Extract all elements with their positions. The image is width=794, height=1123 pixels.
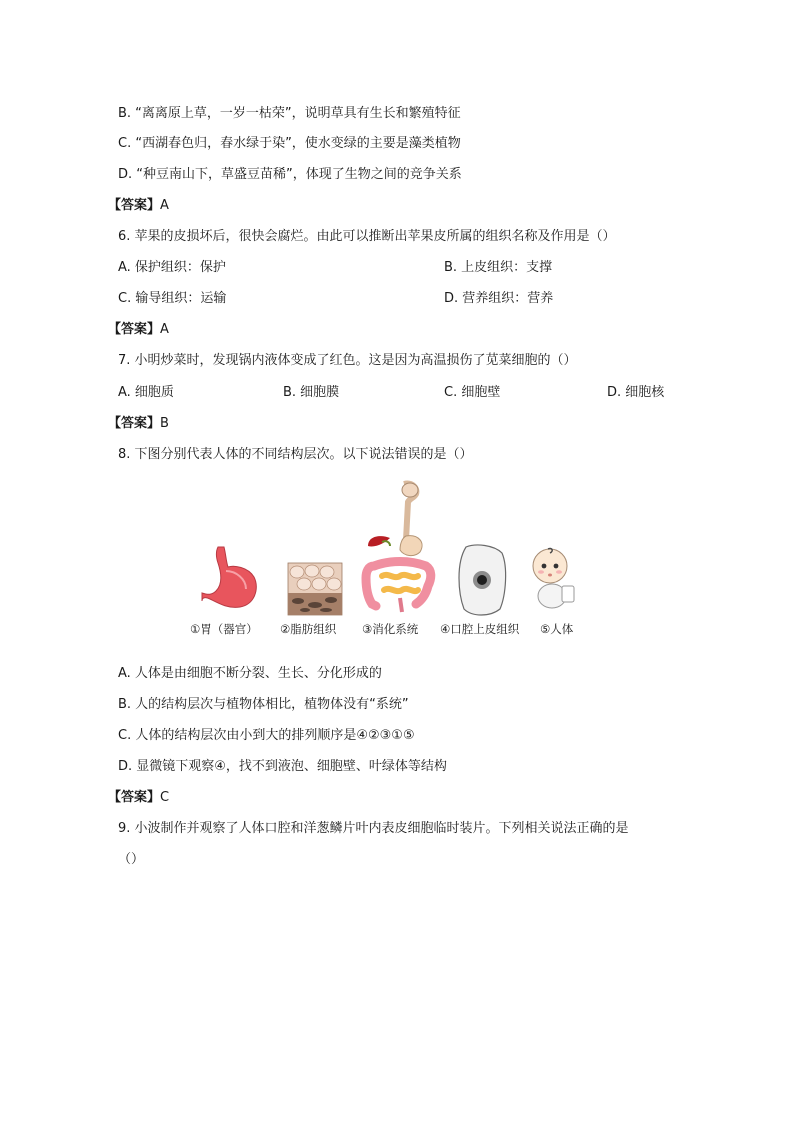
figure-label-digestive: ③消化系统 <box>362 622 419 636</box>
baby-icon <box>530 546 578 610</box>
answer-label: 【答案】 <box>108 322 161 337</box>
answer-value: B <box>160 416 169 431</box>
digestive-system-icon <box>360 480 440 615</box>
figure-label-adipose: ②脂肪组织 <box>280 622 337 636</box>
q6-answer <box>108 320 169 340</box>
q7-option-a: A. 细胞质 <box>118 385 174 400</box>
answer-value: A <box>160 198 169 213</box>
figure-label-human: ⑤人体 <box>540 622 574 636</box>
q7-stem: 7. 小明炒菜时，发现锅内液体变成了红色。这是因为高温损伤了苋菜细胞的（） <box>118 353 577 368</box>
answer-value: C <box>160 790 170 805</box>
adipose-tissue-icon <box>288 563 342 615</box>
answer-label: 【答案】 <box>108 198 161 213</box>
q6-option-d: D. 营养组织：营养 <box>444 291 554 306</box>
q8-stem: 8. 下图分别代表人体的不同结构层次。以下说法错误的是（） <box>118 447 473 462</box>
q7-answer <box>108 414 169 434</box>
q6-option-a: A. 保护组织：保护 <box>118 260 226 275</box>
q8-option-b: B. 人的结构层次与植物体相比，植物体没有“系统” <box>118 697 409 712</box>
q9-stem-line2: （） <box>118 852 145 867</box>
stomach-icon <box>200 545 262 613</box>
q6-option-c: C. 输导组织：运输 <box>118 291 227 306</box>
q5-answer <box>108 196 169 216</box>
answer-label: 【答案】 <box>108 416 161 431</box>
q8-option-a: A. 人体是由细胞不断分裂、生长、分化形成的 <box>118 666 382 681</box>
q5-option-b: B. “离离原上草，一岁一枯荣”，说明草具有生长和繁殖特征 <box>118 106 461 121</box>
q9-stem-line1: 9. 小波制作并观察了人体口腔和洋葱鳞片叶内表皮细胞临时装片。下列相关说法正确的是 <box>118 821 629 836</box>
figure-label-epithelial: ④口腔上皮组织 <box>440 622 520 636</box>
q7-option-b: B. 细胞膜 <box>283 385 340 400</box>
answer-label: 【答案】 <box>108 790 161 805</box>
q7-option-c: C. 细胞壁 <box>444 385 501 400</box>
q8-option-c: C. 人体的结构层次由小到大的排列顺序是④②③①⑤ <box>118 728 415 743</box>
q5-option-c: C. “西湖春色归，春水绿于染”，使水变绿的主要是藻类植物 <box>118 136 461 151</box>
epithelial-cell-icon <box>456 543 508 617</box>
figure-label-stomach: ①胃（器官） <box>190 622 258 636</box>
q8-option-d: D. 显微镜下观察④，找不到液泡、细胞壁、叶绿体等结构 <box>118 759 447 774</box>
q6-stem: 6. 苹果的皮损坏后，很快会腐烂。由此可以推断出苹果皮所属的组织名称及作用是（） <box>118 229 616 244</box>
q6-option-b: B. 上皮组织：支撑 <box>444 260 553 275</box>
q7-option-d: D. 细胞核 <box>607 385 665 400</box>
answer-value: A <box>160 322 169 337</box>
q8-answer <box>108 788 169 808</box>
q5-option-d: D. “种豆南山下，草盛豆苗稀”，体现了生物之间的竞争关系 <box>118 167 462 182</box>
